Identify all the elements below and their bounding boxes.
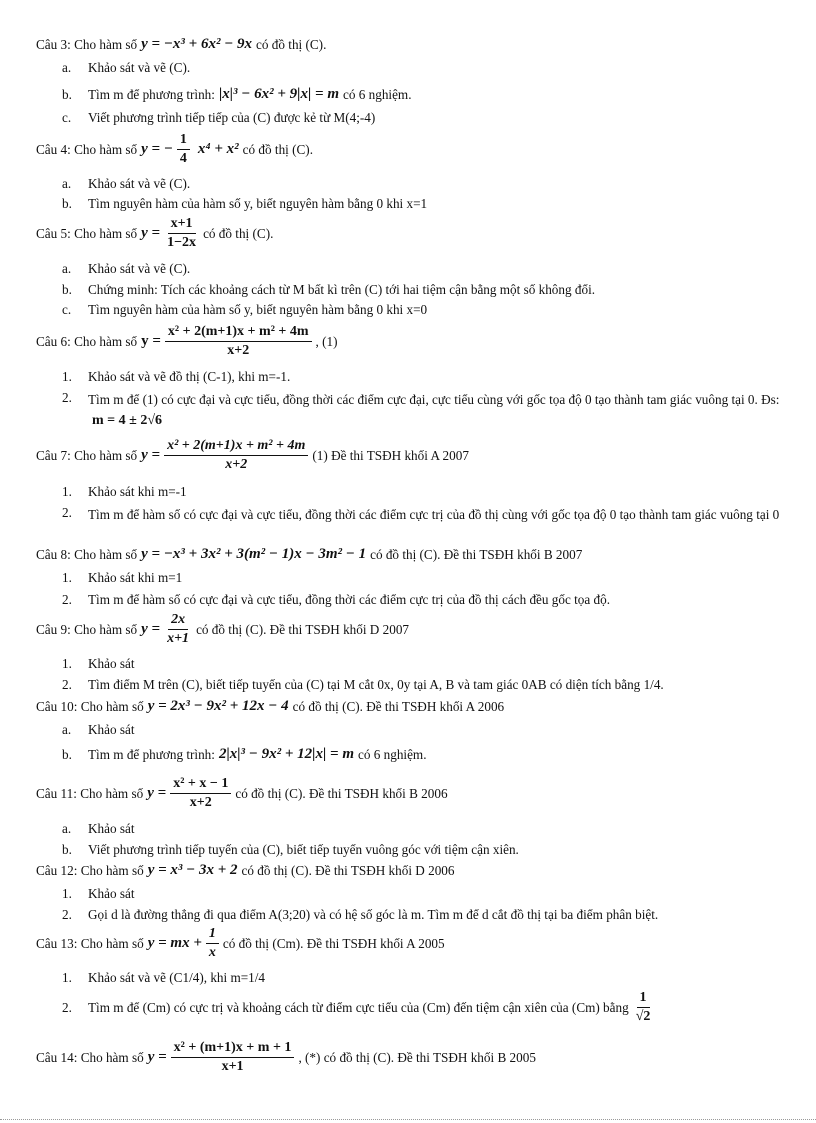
- question-6b: [62, 390, 782, 431]
- item-text: Tìm m để phương trình:: [88, 746, 215, 762]
- question-6-formula-lhs: y =: [141, 333, 161, 349]
- question-3a: [62, 60, 190, 76]
- question-11a: [62, 821, 135, 837]
- fraction-numerator: 1: [206, 926, 219, 944]
- item-marker: 1.: [62, 570, 72, 585]
- item-text: Viết phương trình tiếp tiếp của (C) được kẻ từ M(4;-4): [88, 110, 376, 125]
- question-3c: [62, 110, 375, 126]
- question-5: [36, 216, 273, 251]
- question-14-suffix: , (*) có đồ thị (C). Đề thi TSĐH khối B 2005: [298, 1049, 536, 1065]
- item-text: Chứng minh: Tích các khoảng cách từ M bất kì trên (C) tới hai tiệm cận bằng một số không đổi.: [88, 282, 596, 297]
- question-8b: [62, 592, 610, 608]
- item-marker: 1.: [62, 484, 72, 499]
- question-7b: [62, 505, 782, 525]
- question-4a: [62, 176, 190, 192]
- item-text: Khảo sát và vẽ (C1/4), khi m=1/4: [88, 970, 266, 985]
- question-12-formula: y = x³ − 3x + 2: [147, 862, 238, 878]
- question-10: [36, 698, 504, 715]
- item-marker: 2.: [62, 999, 72, 1015]
- question-5-formula-lhs: y =: [141, 225, 161, 241]
- question-6: [36, 324, 338, 359]
- question-13-suffix: có đồ thị (Cm). Đề thi TSĐH khối A 2005: [222, 935, 445, 951]
- item-marker: b.: [62, 86, 72, 102]
- question-5-suffix: có đồ thị (C).: [203, 225, 274, 241]
- question-9-prefix: Câu 9: Cho hàm số: [36, 621, 138, 637]
- question-4b: [62, 196, 427, 212]
- item-text: Tìm điểm M trên (C), biết tiếp tuyến của (C) tại M cắt 0x, 0y tại A, B và tam giác 0AB có diện tích bằng 1/4.: [88, 677, 664, 692]
- question-12b: [62, 907, 658, 923]
- question-12a: [62, 886, 135, 902]
- question-7-fraction: [164, 438, 308, 473]
- item-text: Khảo sát khi m=-1: [88, 484, 187, 499]
- question-11: [36, 776, 448, 811]
- question-8-formula: y = −x³ + 3x² + 3(m² − 1)x − 3m² − 1: [141, 546, 367, 562]
- question-7-prefix: Câu 7: Cho hàm số: [36, 447, 138, 463]
- item-text: Khảo sát: [88, 886, 135, 901]
- question-13: [36, 926, 445, 961]
- item-text: Khảo sát: [88, 821, 135, 836]
- item-text: Khảo sát khi m=1: [88, 570, 183, 585]
- question-3-formula: y = −x³ + 6x² − 9x: [141, 36, 253, 52]
- item-text: Khảo sát: [88, 656, 135, 671]
- item-text: Khảo sát và vẽ đồ thị (C-1), khi m=-1.: [88, 369, 291, 384]
- item-marker: 2.: [62, 505, 72, 520]
- question-5c: [62, 302, 427, 318]
- question-10b: [62, 746, 427, 763]
- fraction-numerator: x² + (m+1)x + m + 1: [171, 1040, 295, 1058]
- item-text: Viết phương trình tiếp tuyến của (C), biết tiếp tuyến vuông góc với tiệm cận xiên.: [88, 842, 519, 857]
- question-9a: [62, 656, 135, 672]
- question-3b: [62, 86, 412, 103]
- question-7: [36, 438, 469, 473]
- question-4-fraction: [177, 132, 190, 167]
- question-10-formula: y = 2x³ − 9x² + 12x − 4: [147, 698, 289, 714]
- item-marker: 1.: [62, 886, 72, 901]
- item-text: Tìm nguyên hàm của hàm số y, biết nguyên hàm bằng 0 khi x=0: [88, 302, 428, 317]
- item-text: có 6 nghiệm.: [358, 746, 427, 762]
- item-marker: b.: [62, 746, 72, 762]
- item-marker: a.: [62, 722, 72, 737]
- fraction-denominator: x+2: [227, 343, 250, 358]
- question-3-suffix: có đồ thị (C).: [256, 36, 327, 52]
- question-12-suffix: có đồ thị (C). Đề thi TSĐH khối D 2006: [241, 862, 455, 878]
- question-6-prefix: Câu 6: Cho hàm số: [36, 333, 138, 349]
- item-text: Tìm m để hàm số có cực đại và cực tiểu, đồng thời các điểm cực trị của đồ thị cách đều gốc tọa độ.: [88, 592, 611, 607]
- item-marker: c.: [62, 302, 72, 317]
- question-3: [36, 36, 326, 53]
- question-13-formula-lhs: y = mx +: [147, 935, 202, 951]
- question-8: [36, 546, 582, 563]
- question-9-fraction: [164, 612, 192, 647]
- item-formula: 2|x|³ − 9x² + 12|x| = m: [218, 746, 354, 762]
- fraction-denominator: 4: [179, 151, 187, 166]
- question-8-prefix: Câu 8: Cho hàm số: [36, 546, 138, 562]
- question-8-suffix: có đồ thị (C). Đề thi TSĐH khối B 2007: [370, 546, 583, 562]
- item-text: Gọi d là đường thẳng đi qua điểm A(3;20) và có hệ số góc là m. Tìm m để d cắt đồ thị tại ba điểm phân biệt.: [88, 907, 659, 922]
- question-11b: [62, 842, 519, 858]
- question-3-prefix: Câu 3: Cho hàm số: [36, 36, 138, 52]
- item-marker: 2.: [62, 390, 72, 405]
- question-5-fraction: [164, 216, 199, 251]
- item-formula: |x|³ − 6x² + 9|x| = m: [218, 86, 339, 102]
- fraction-numerator: x² + 2(m+1)x + m² + 4m: [164, 438, 308, 456]
- question-6a: [62, 369, 290, 385]
- fraction-numerator: 2x: [168, 612, 188, 630]
- fraction-numerator: 1: [177, 132, 190, 150]
- question-14-formula-lhs: y =: [147, 1049, 167, 1065]
- item-marker: 2.: [62, 677, 72, 692]
- question-7-formula-lhs: y =: [141, 447, 161, 463]
- fraction-denominator: x: [208, 945, 216, 960]
- item-marker: 2.: [62, 907, 72, 922]
- fraction-numerator: x² + 2(m+1)x + m² + 4m: [165, 324, 312, 342]
- fraction-numerator: x² + x − 1: [170, 776, 231, 794]
- item-marker: c.: [62, 110, 72, 125]
- question-5b: [62, 282, 595, 298]
- question-4: [36, 132, 313, 167]
- question-4-suffix: có đồ thị (C).: [242, 141, 313, 157]
- item-marker: 2.: [62, 592, 72, 607]
- question-4-prefix: Câu 4: Cho hàm số: [36, 141, 138, 157]
- question-10-suffix: có đồ thị (C). Đề thi TSĐH khối A 2006: [292, 698, 505, 714]
- question-12-prefix: Câu 12: Cho hàm số: [36, 862, 144, 878]
- question-8a: [62, 570, 182, 586]
- item-text: Tìm m để (1) có cực đại và cực tiểu, đồng thời các điểm cực đại, cực tiểu cùng với gốc tọa độ 0 tạo thành tam giác vuông tại 0. Đs:: [88, 392, 780, 407]
- item-text: Tìm nguyên hàm của hàm số y, biết nguyên hàm bằng 0 khi x=1: [88, 196, 428, 211]
- fraction-numerator: x+1: [168, 216, 196, 234]
- question-4-formula: x⁴ + x²: [197, 141, 239, 157]
- question-5a: [62, 261, 190, 277]
- question-9-formula-lhs: y =: [141, 621, 161, 637]
- fraction-denominator: x+2: [189, 795, 212, 810]
- question-5-prefix: Câu 5: Cho hàm số: [36, 225, 138, 241]
- question-13b: [62, 990, 657, 1025]
- question-11-fraction: [170, 776, 231, 811]
- question-13-prefix: Câu 13: Cho hàm số: [36, 935, 144, 951]
- question-9b: [62, 677, 664, 693]
- question-9-suffix: có đồ thị (C). Đề thi TSĐH khối D 2007: [196, 621, 410, 637]
- item-marker: 1.: [62, 369, 72, 384]
- item-marker: a.: [62, 261, 72, 276]
- question-4-formula-lhs: y = −: [141, 141, 173, 157]
- item-marker: a.: [62, 176, 72, 191]
- fraction-numerator: 1: [637, 990, 650, 1008]
- fraction-denominator: √2: [635, 1009, 651, 1024]
- item-marker: a.: [62, 60, 72, 75]
- question-11-suffix: có đồ thị (C). Đề thi TSĐH khối B 2006: [235, 785, 448, 801]
- question-9: [36, 612, 409, 647]
- question-6-fraction: [165, 324, 312, 359]
- question-10-prefix: Câu 10: Cho hàm số: [36, 698, 144, 714]
- fraction-denominator: x+1: [167, 631, 190, 646]
- fraction-denominator: x+2: [225, 457, 248, 472]
- item-text: Khảo sát và vẽ (C).: [88, 261, 191, 276]
- item-marker: b.: [62, 842, 72, 857]
- question-11-prefix: Câu 11: Cho hàm số: [36, 785, 144, 801]
- question-7-suffix: (1) Đề thi TSĐH khối A 2007: [312, 447, 469, 463]
- question-13a: [62, 970, 265, 986]
- item-marker: 1.: [62, 656, 72, 671]
- question-12: [36, 862, 455, 879]
- item-marker: b.: [62, 196, 72, 211]
- item-text: Khảo sát và vẽ (C).: [88, 176, 191, 191]
- item-answer-formula: m = 4 ± 2√6: [92, 413, 163, 428]
- item-marker: a.: [62, 821, 72, 836]
- question-13-fraction: [206, 926, 219, 961]
- page-bottom-border: [0, 1119, 816, 1120]
- question-7a: [62, 484, 187, 500]
- question-6-suffix: , (1): [315, 333, 338, 349]
- question-14-prefix: Câu 14: Cho hàm số: [36, 1049, 144, 1065]
- item-text: Tìm m để hàm số có cực đại và cực tiểu, đồng thời các điểm cực trị của đồ thị cùng với gốc tọa độ 0 tạo thành tam giác vuông tại 0: [88, 507, 780, 522]
- question-10a: [62, 722, 135, 738]
- item-marker: 1.: [62, 970, 72, 985]
- fraction-denominator: x+1: [221, 1059, 244, 1074]
- item-text: Khảo sát và vẽ (C).: [88, 60, 191, 75]
- fraction-denominator: 1−2x: [167, 235, 197, 250]
- question-11-formula-lhs: y =: [147, 785, 167, 801]
- item-text: Tìm m để phương trình:: [88, 86, 215, 102]
- item-text: Tìm m để (Cm) có cực trị và khoảng cách từ điểm cực tiểu của (Cm) đến tiệm cận xiên của (Cm) bằng: [88, 999, 629, 1015]
- item-fraction: [633, 990, 654, 1025]
- item-text: có 6 nghiệm.: [343, 86, 412, 102]
- question-14-fraction: [171, 1040, 295, 1075]
- item-marker: b.: [62, 282, 72, 297]
- question-14: [36, 1040, 536, 1075]
- item-text: Khảo sát: [88, 722, 135, 737]
